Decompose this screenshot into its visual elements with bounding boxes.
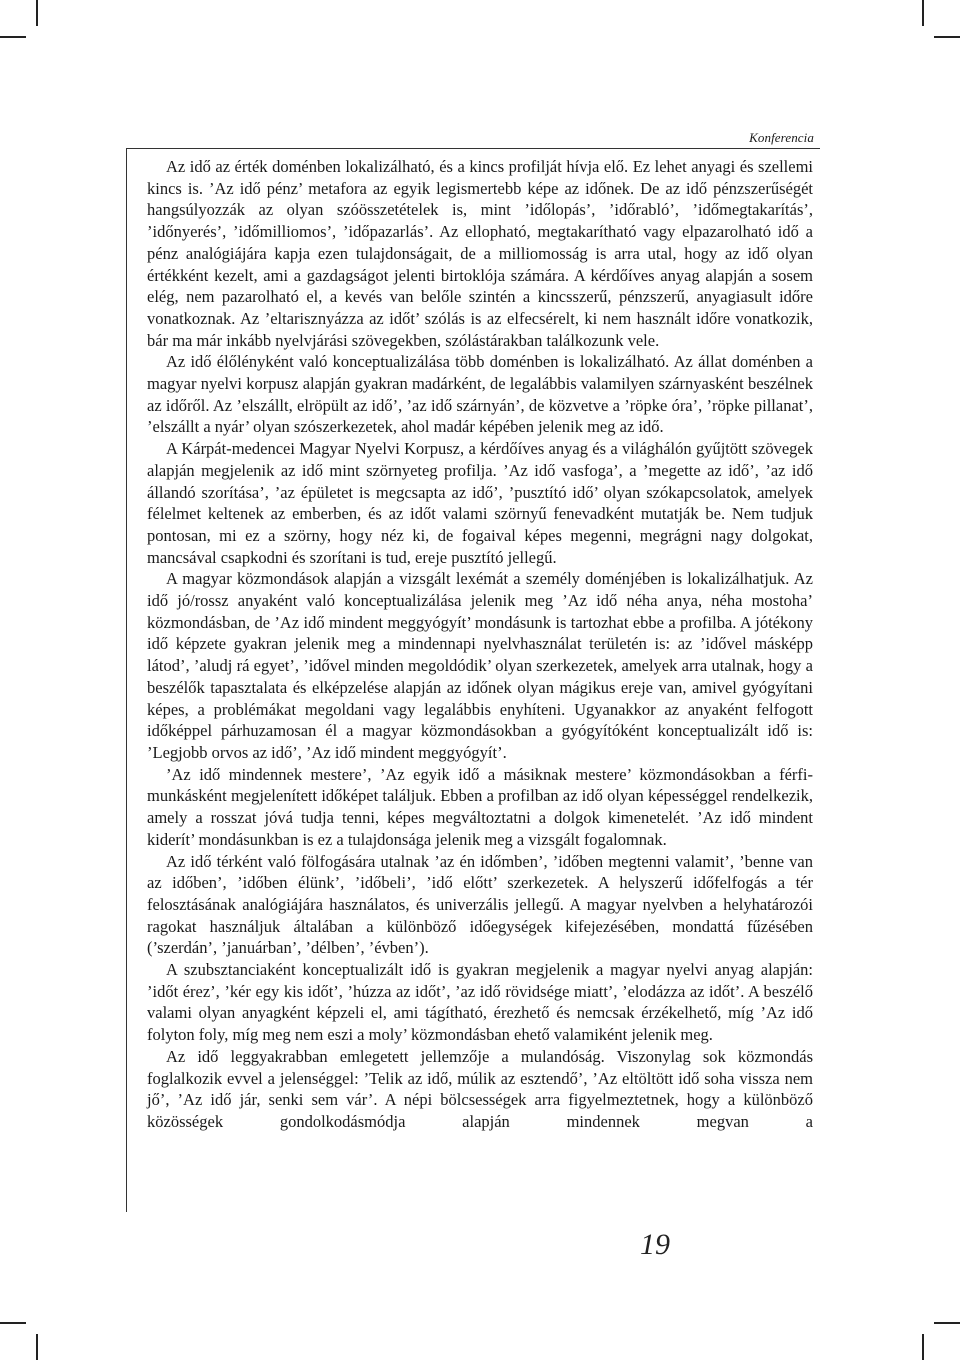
crop-mark-bottom-right xyxy=(922,1334,924,1360)
crop-mark-top-left-h xyxy=(0,36,26,38)
paragraph: Az idő leggyakrabban emlegetett jellemzője a mulandóság. Viszonylag sok közmondás foglalkozik evvel a jelenséggel: ’Telik az idő, múlik az esztendő’, ’Az eltöltött idő soha vissza nem jő’, ’Az idő jár, senki sem vár’. A népi bölcsességek arra figyelmeztetnek, hogy a különböző közösségek gondolkodásmódja alapján mindennek megvan a xyxy=(147,1046,813,1131)
crop-mark-top-left xyxy=(36,0,38,26)
paragraph: Az idő élőlényként való konceptualizálása több doménben is lokalizálható. Az állat doménben a magyar nyelvi korpusz alapján gyakran madárként, de legalábbis valamilyen szárnyasként beszélnek az időről. Az ’elszállt, elröpült az idő’, ’az idő szárnyán’, de közvetve a ’röpke óra’, ’röpke pillanat’, ’elszállt a nyár’ olyan szószerkezetek, ahol madár képében jelenik meg az idő. xyxy=(147,352,813,437)
page-number: 19 xyxy=(640,1228,670,1261)
running-header: Konferencia xyxy=(749,130,814,145)
crop-mark-bottom-left-h xyxy=(0,1322,26,1324)
crop-mark-bottom-right-h xyxy=(934,1322,960,1324)
paragraph: A szubsztanciaként konceptualizált idő is gyakran megjelenik a magyar nyelvi anyag alapján: ’időt érez’, ’kér egy kis időt’, ’húzza az időt’, ’az idő rövidsége miatt’, ’elodázza az időt’. A beszélő valami olyan anyagként képzeli el, ami tágítható, érezhető és nemcsak érzékelhető, míg ’Az idő folyton foly, míg meg nem eszi a moly’ közmondásban ehető valamiként jelenik meg. xyxy=(147,960,813,1045)
paragraph: A magyar közmondások alapján a vizsgált lexémát a személy doménjében is lokalizálhatjuk. Az idő jó/rossz anyaként való konceptualizálása jelenik meg ’Az idő néha anya, néha mostoha’ közmondásban, de ’Az idő mindent meggyógyít’ mondásunk is tartozhat ebbe a profilba. A jótékony idő képzete gyakran jelenik meg a mindennapi nyelvhasználat területén is: az ’idővel másképp látod’, ’aludj rá egyet’, ’idővel minden megoldódik’ olyan szerkezetek, amelyek arra utalnak, hogy a beszélők tapasztalata és elképzelése alapján az időnek olyan mágikus ereje van, amivel gyógyítani képes, a problémákat megoldani vagy legalábbis enyhíteni. Ugyanakkor az anyaként felfogott időképpel párhuzamosan él a magyar közmondásokban a gyógyítóként konceptualizált idő is: ’Legjobb orvos az idő’, ’Az idő mindent meggyógyít’. xyxy=(147,569,813,762)
paragraph: Az idő az érték doménben lokalizálható, és a kincs profilját hívja elő. Ez lehet anyagi és szellemi kincs is. ’Az idő pénz’ metafora az egyik legismertebb képe az időnek. De az idő pénzszerűségét hangsúlyozzák az olyan szóösszetételek is, mint ’időlopás’, ’időrabló’, ’időmegtakarítás’, ’időnyerés’, ’időmilliomos’, ’időpazarlás’. Az ellopható, megtakarítható vagy elpazarolható idő a pénz analógiájára kapja ezen tulajdonságait, de a milliomosság is arra utal, hogy az idő olyan értékként kezelt, ami a gazdagságot jelenti birtoklója számára. A kérdőíves anyag alapján a sosem elég, nem pazarolható el, a kevés van belőle szintén a kincsszerű, pénzszerű, anyagiasult időre vonatkoznak. Az ’eltarisznyázza az időt’ szólás is az elfecsérelt, ki nem használt időre vonatkozik, bár ma már inkább nyelvjárási szövegekben, szólástárakban találkozunk vele. xyxy=(147,157,813,350)
paragraph: Az idő térként való fölfogására utalnak ’az én időmben’, ’időben megtenni valamit’, ’benne van az időben’, ’időben élünk’, ’időbeli’, ’idő előtt’ szerkezetek. A helyszerű időfelfogás a tér felosztásának analógiájára használatos, és univerzális jellegű. A magyar nyelvben a helyhatározói ragokat használjuk általában a különböző időegységek kifejezésében, mondattá fűzésében (’szerdán’, ’januárban’, ’délben’, ’évben’). xyxy=(147,851,813,958)
paragraph: ’Az idő mindennek mestere’, ’Az egyik idő a másiknak mestere’ közmondásokban a férfi-munkásként megjelenített időképet találjuk. Ebben a profilban az idő olyan képességgel rendelkezik, amely a rosszat jóvá tudja tenni, képes megváltoztatni a dolgok kimenetelét. ’Az idő mindent kiderít’ mondásunkban is ez a tulajdonsága jelenik meg a vizsgált fogalomnak. xyxy=(147,764,813,849)
crop-mark-top-right-h xyxy=(934,36,960,38)
paragraph: A Kárpát-medencei Magyar Nyelvi Korpusz, a kérdőíves anyag és a világhálón gyűjtött szövegek alapján megjelenik az idő mint szörnyeteg profilja. ’Az idő vasfoga’, a ’megette az idő’, ’az idő állandó szorítása’, ’az épületet is megcsapta az idő’, ’pusztító idő’ olyan szókapcsolatok, amelyek félelmet keltenek az emberben, és az időt valami szörnyű fenevadként mutatják be. Nem tudjuk pontosan, mi ez a szörny, hogy néz ki, de fogaival képes megenni, megrágni nagy dolgokat, mancsával csapkodni és szorítani is tud, ereje pusztító jellegű. xyxy=(147,439,813,567)
margin-rule xyxy=(126,148,127,1212)
body-text xyxy=(147,156,813,1133)
crop-mark-top-right xyxy=(922,0,924,26)
header-rule xyxy=(126,148,820,149)
crop-mark-bottom-left xyxy=(36,1334,38,1360)
